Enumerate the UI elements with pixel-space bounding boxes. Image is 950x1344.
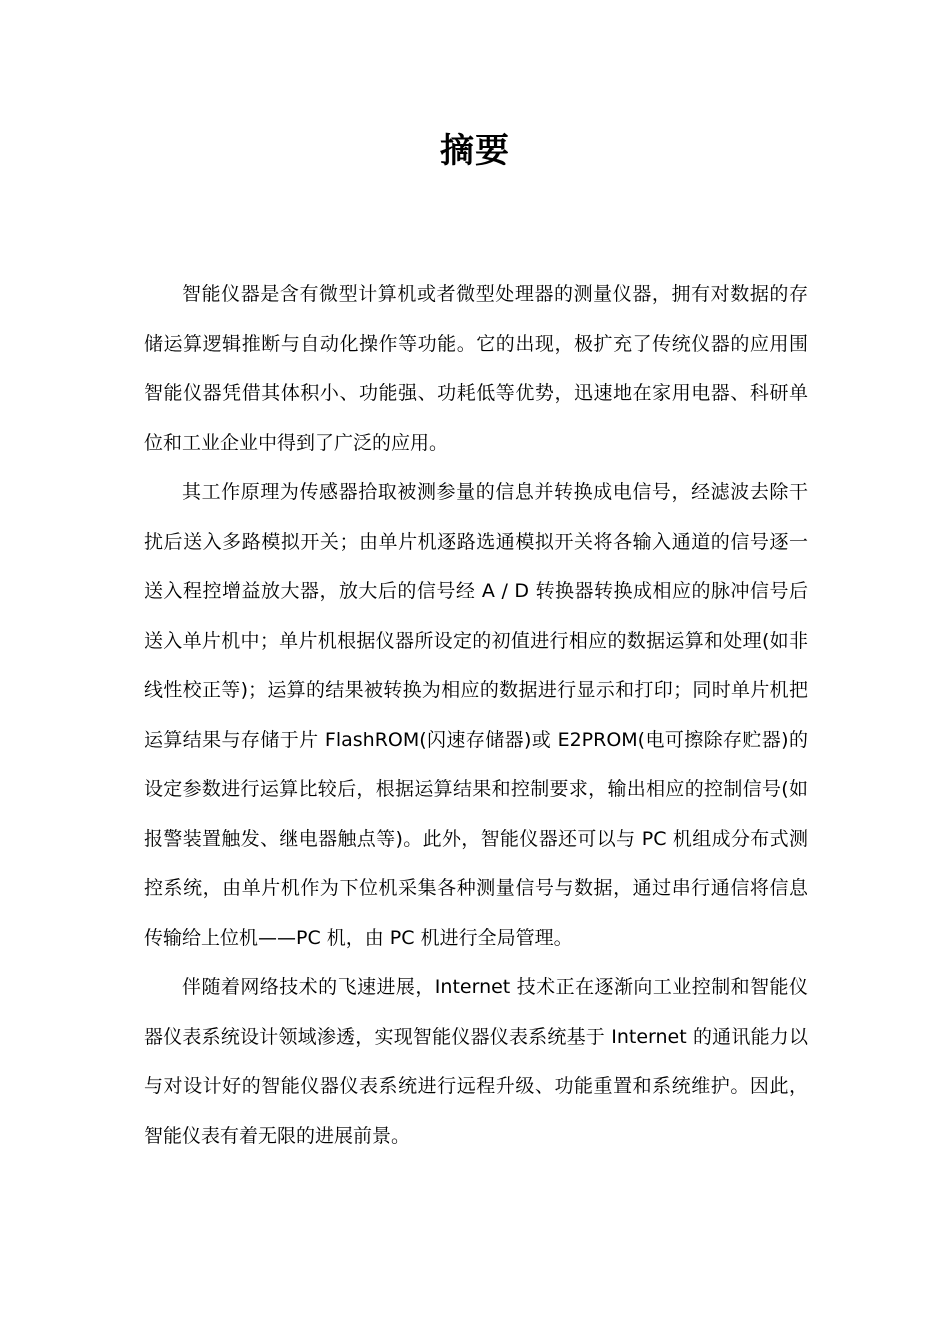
paragraph-1: 智能仪器是含有微型计算机或者微型处理器的测量仪器，拥有对数据的存储运算逻辑推断与自动化操作等功能。它的出现，极扩充了传统仪器的应用围智能仪器凭借其体积小、功能强、功耗低等优势，迅速地在家用电器、科研单位和工业企业中得到了广泛的应用。 xyxy=(144,283,808,454)
page-title: 摘要 xyxy=(440,131,510,171)
paragraph-3: 伴随着网络技术的飞速进展，Internet 技术正在逐渐向工业控制和智能仪器仪表系统设计领域渗透，实现智能仪器仪表系统基于 Internet 的通讯能力以与对设计好的智能仪器仪表系统进行远程升级、功能重置和系统维护。因此，智能仪表有着无限的进展前景。 xyxy=(144,976,808,1147)
abstract-body xyxy=(144,270,808,1161)
paragraph-2: 其工作原理为传感器拾取被测参量的信息并转换成电信号，经滤波去除干扰后送入多路模拟开关；由单片机逐路选通模拟开关将各输入通道的信号逐一送入程控增益放大器，放大后的信号经 A / D 转换器转换成相应的脉冲信号后送入单片机中；单片机根据仪器所设定的初值进行相应的数据运算和处理(如非线性校正等)；运算的结果被转换为相应的数据进行显示和打印；同时单片机把运算结果与存储于片 FlashROM(闪速存储器)或 E2PROM(电可擦除存贮器)的设定参数进行运算比较后，根据运算结果和控制要求，输出相应的控制信号(如报警装置触发、继电器触点等)。此外，智能仪器还可以与 PC 机组成分布式测控系统，由单片机作为下位机采集各种测量信号与数据，通过串行通信将信息传输给上位机——PC 机，由 PC 机进行全局管理。 xyxy=(144,481,808,949)
